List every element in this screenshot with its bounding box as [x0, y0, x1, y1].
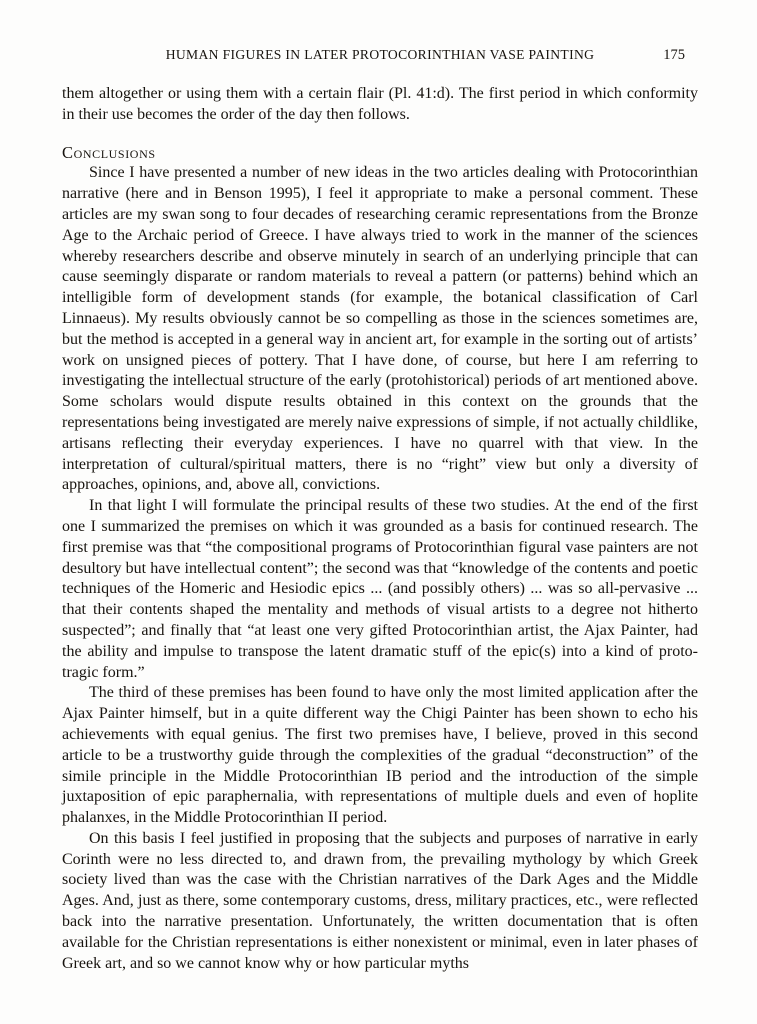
paragraph-conclusions-2: In that light I will formulate the principal results of these two studies. At the end of the first one I summarized the premises on which it was grounded as a basis for continued research. The first premise was that “the compositional programs of Protocorinthian figural vase painters are not desultory but have intellectual content”; the second was that “knowledge of the contents and poetic techniques of the Homeric and Hesiodic epics ... (and possibly others) ... was so all-pervasive ... that their contents shaped the mentality and methods of visual artists to a degree not hitherto suspected”; and finally that “at least one very gifted Protocorinthian artist, the Ajax Painter, had the ability and impulse to transpose the latent dramatic stuff of the epic(s) into a kind of proto-tragic form.”	[62, 497, 698, 681]
page-body	[62, 84, 698, 974]
running-header	[62, 47, 698, 67]
section-heading-conclusions: Conclusions	[62, 142, 156, 162]
paragraph-conclusions-4: On this basis I feel justified in proposing that the subjects and purposes of narrative in early Corinth were no less directed to, and drawn from, the prevailing mythology by which Greek society lived than was the case with the Christian narratives of the Dark Ages and the Middle Ages. And, just as there, some contemporary customs, dress, military practices, etc., were reflected back into the narrative presentation. Unfortunately, the written documentation that is often available for the Christian representations is either nonexistent or minimal, even in later phases of Greek art, and so we cannot know why or how particular myths	[62, 829, 698, 972]
paragraph-conclusions-3: The third of these premises has been found to have only the most limited application after the Ajax Painter himself, but in a quite different way the Chigi Painter has been shown to echo his achievements with equal genius. The first two premises have, I believe, proved in this second article to be a trustworthy guide through the complexities of the gradual “deconstruction” of the simile principle in the Middle Protocorinthian IB period and the introduction of the simple juxtaposition of epic paraphernalia, with representations of multiple duels and even of hoplite phalanxes, in the Middle Protocorinthian II period.	[62, 684, 698, 827]
running-header-title: HUMAN FIGURES IN LATER PROTOCORINTHIAN VASE PAINTING	[165, 47, 595, 62]
paragraph-continuation: them altogether or using them with a certain flair (Pl. 41:d). The first period in which conformity in their use becomes the order of the day then follows.	[62, 85, 698, 123]
paragraph-conclusions-1: Since I have presented a number of new ideas in the two articles dealing with Protocorinthian narrative (here and in Benson 1995), I feel it appropriate to make a personal comment. These articles are my swan song to four decades of researching ceramic representations from the Bronze Age to the Archaic period of Greece. I have always tried to work in the manner of the sciences whereby researchers describe and observe minutely in search of an underlying principle that can cause seemingly disparate or random materials to reveal a pattern (or patterns) behind which an intelligible form of development stands (for example, the botanical classification of Carl Linnaeus). My results obviously cannot be so compelling as those in the sciences sometimes are, but the method is accepted in a general way in ancient art, for example in the sorting out of artists’ work on unsigned pieces of pottery. That I have done, of course, but here I am referring to investigating the intellectual structure of the early (protohistorical) periods of art mentioned above. Some scholars would dispute results obtained in this context on the grounds that the representations being investigated are merely naive expressions of simple, if not actually childlike, artisans reflecting their everyday experiences. I have no quarrel with that view. In the interpretation of cultural/spiritual matters, there is no “right” view but only a diversity of approaches, opinions, and, above all, convictions.	[62, 164, 698, 494]
page-number: 175	[663, 47, 685, 63]
